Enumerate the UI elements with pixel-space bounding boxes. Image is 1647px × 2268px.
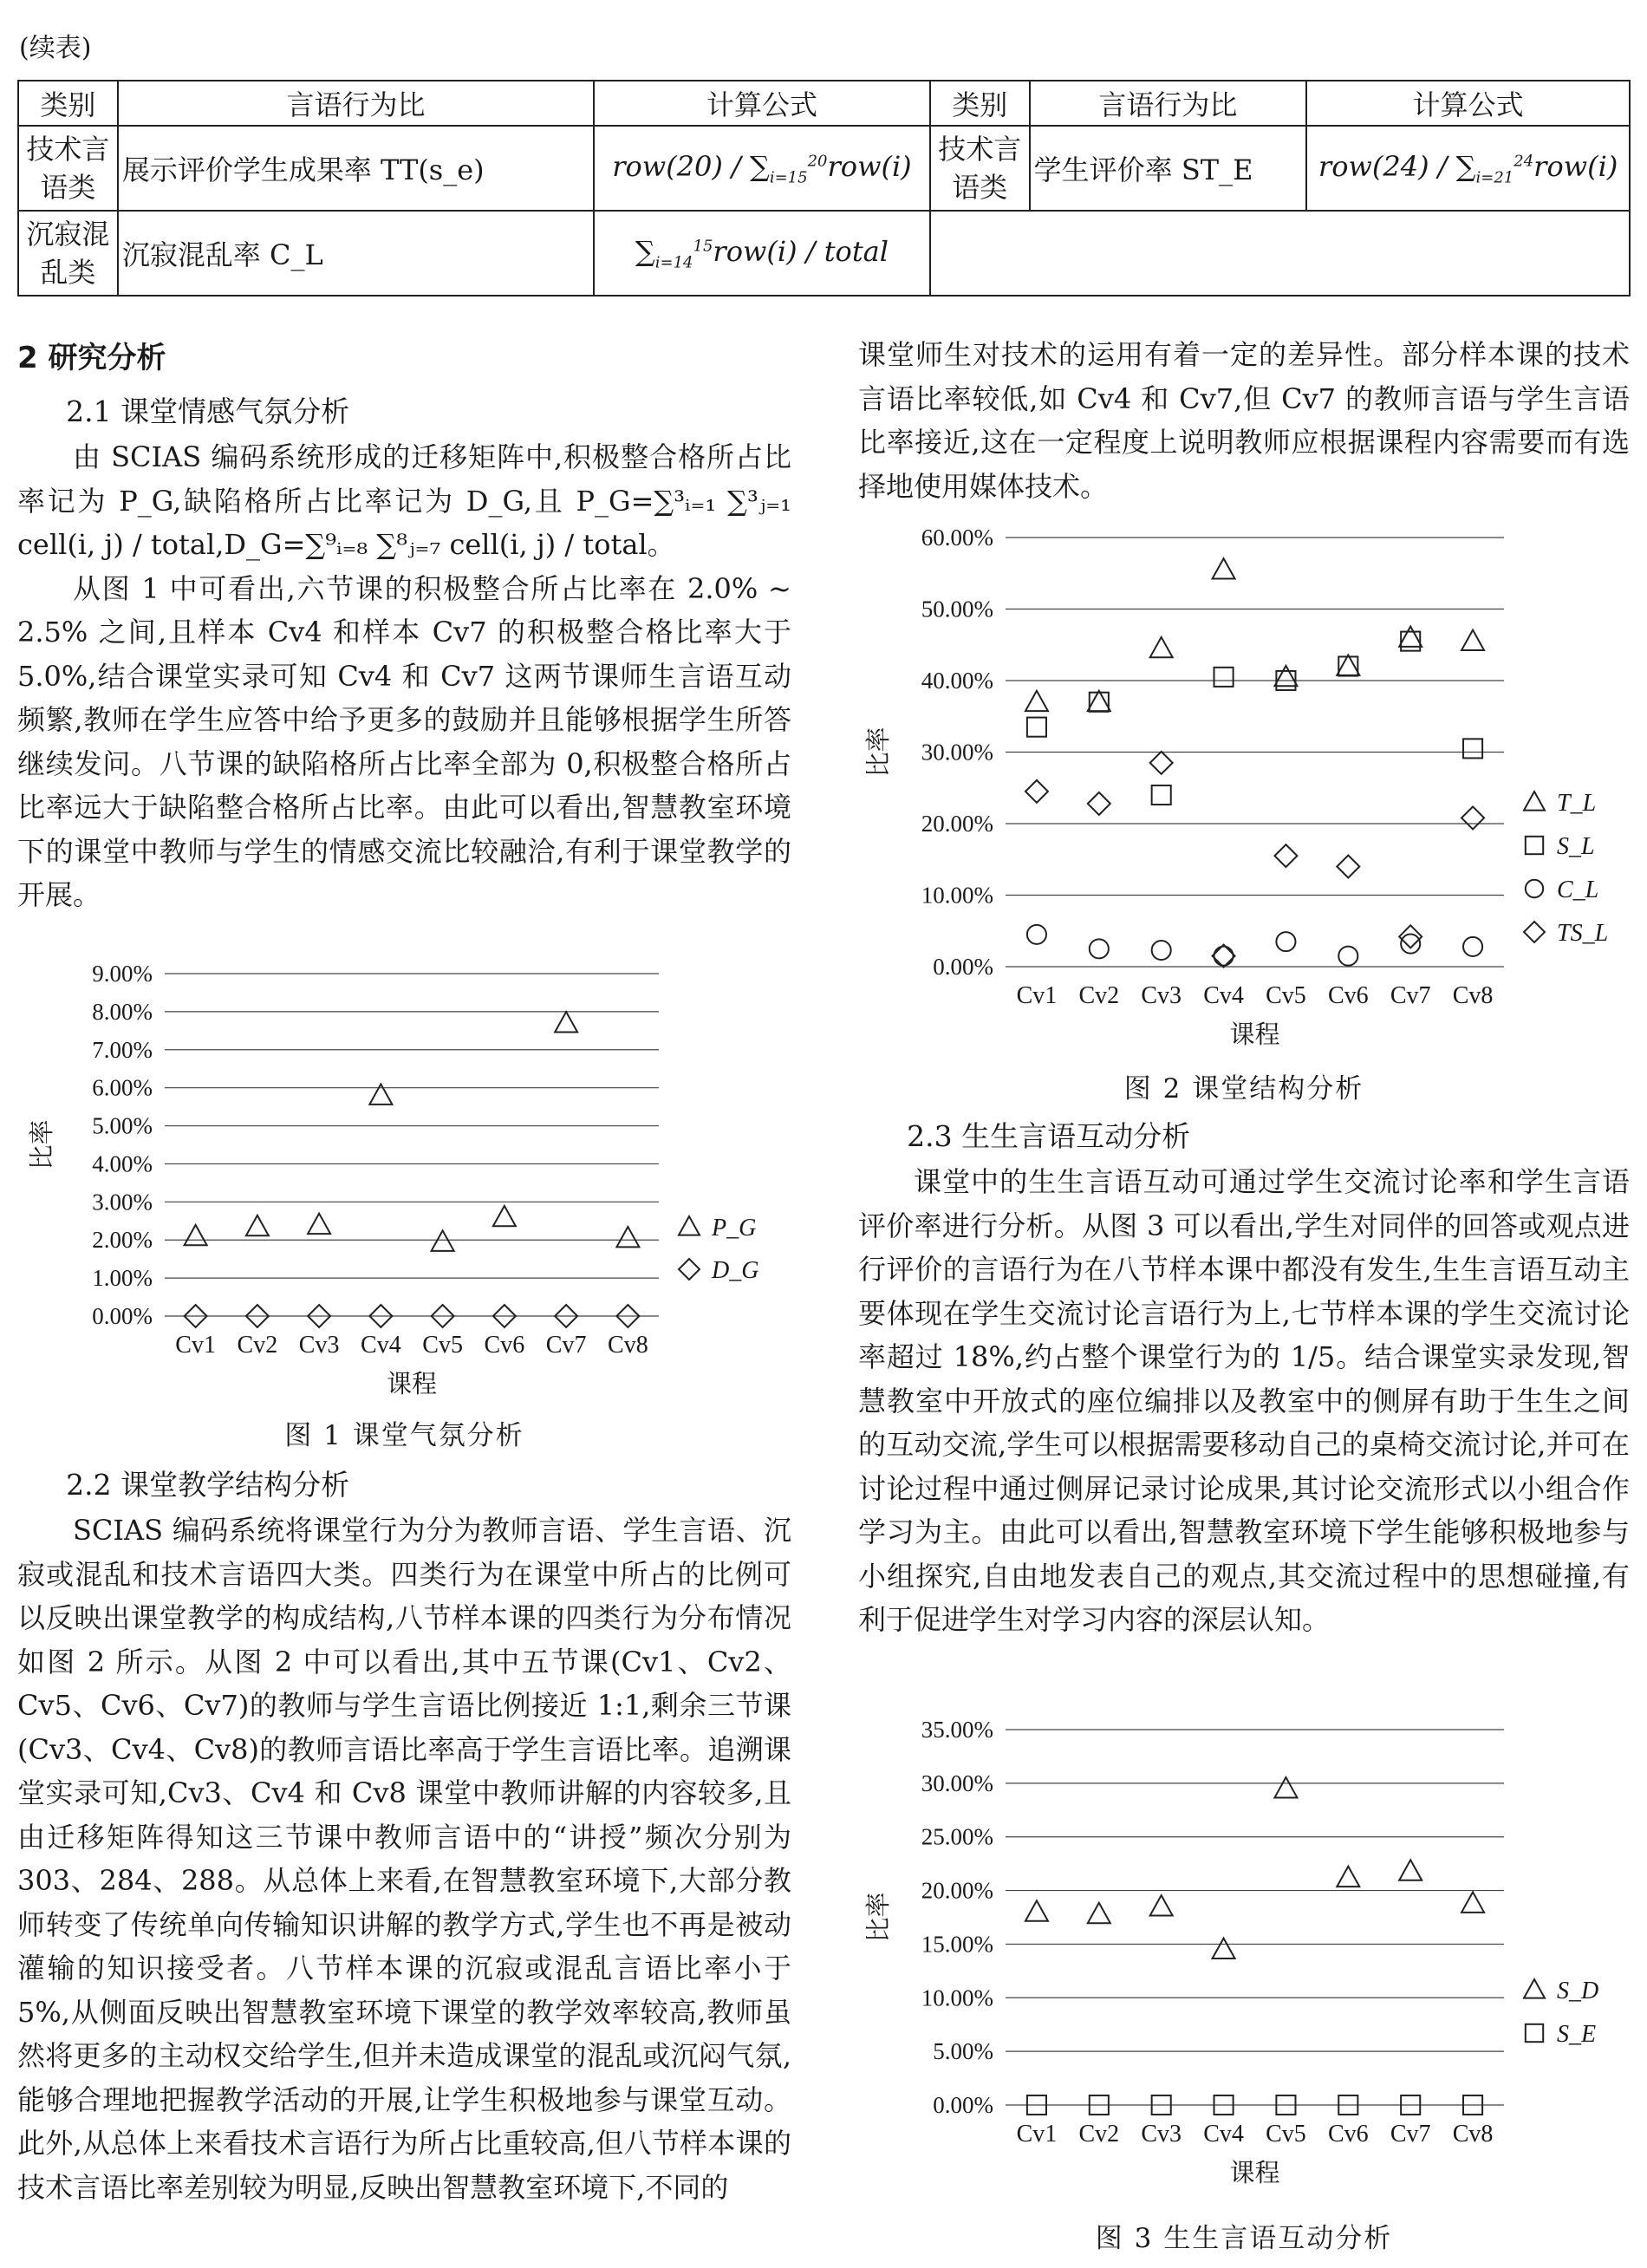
subsection-title: 2.1 课堂情感气氛分析 xyxy=(66,394,350,428)
section-title: 2 研究分析 xyxy=(17,341,166,375)
x-tick-label: Cv4 xyxy=(1203,982,1244,1009)
x-tick-label: Cv8 xyxy=(1452,982,1494,1009)
paragraph: 课堂中的生生言语互动可通过学生交流讨论率和学生言语评价率进行分析。从图 3 可以看出,学生对同伴的回答或观点进行评价的言语行为在八节样本课中都没有发生,生生言语互动主要体现在学生交流讨论言语行为上,七节样本课的学生交流讨论率超过 18%,约占整个课堂行为的 1/5。结合课堂实录发现,智慧教室中开放式的座位编排以及教室中的侧屏有助于生生之间的互动交流,学生可以根据需要移动自己的桌椅交流讨论,并可在讨论过程中通过侧屏记录讨论成果,其讨论交流形式以小组合作学习为主。由此可以看出,智慧教室环境下学生能够积极地参与小组探究,自由地发表自己的观点,其交流过程中的思想碰撞,有利于促进学生对学习内容的深层认知。 xyxy=(858,1165,1630,1636)
data-point xyxy=(1213,1939,1235,1958)
data-point xyxy=(1214,668,1234,687)
y-tick-label: 8.00% xyxy=(92,998,153,1025)
legend-marker xyxy=(679,1216,700,1235)
data-point xyxy=(1461,630,1484,650)
data-point xyxy=(1150,637,1173,657)
legend-label: D_G xyxy=(712,1257,759,1284)
table-cell-formula: $row(24) / \sum_{i=21}^{24}row(i)$ xyxy=(1306,126,1630,211)
data-point xyxy=(1274,844,1297,867)
table-cell-ratio-name: 学生评价率 ST_E xyxy=(1030,126,1307,211)
legend-label: S_D xyxy=(1557,1978,1599,2004)
data-point xyxy=(1461,806,1484,829)
formula-table xyxy=(17,80,1631,297)
y-tick-label: 6.00% xyxy=(92,1074,153,1101)
figure-2-chart xyxy=(863,512,1625,1066)
x-tick-label: Cv7 xyxy=(545,1332,587,1359)
legend-marker xyxy=(1526,880,1543,897)
figure-1-chart xyxy=(26,954,789,1422)
x-tick-label: Cv2 xyxy=(237,1332,278,1359)
y-tick-label: 30.00% xyxy=(921,1769,993,1796)
data-point xyxy=(1274,1777,1297,1797)
legend-label: P_G xyxy=(712,1215,757,1242)
table-cell-ratio-name: 沉寂混乱率 C_L xyxy=(118,211,594,296)
y-tick-label: 5.00% xyxy=(933,2038,993,2065)
x-tick-label: Cv3 xyxy=(1141,2121,1182,2147)
data-point xyxy=(1150,752,1173,774)
x-tick-label: Cv6 xyxy=(484,1332,525,1359)
y-tick-label: 25.00% xyxy=(921,1823,993,1850)
y-tick-label: 2.00% xyxy=(92,1227,153,1254)
x-tick-label: Cv6 xyxy=(1327,2121,1369,2147)
paragraph: SCIAS 编码系统将课堂行为分为教师言语、学生言语、沉寂或混乱和技术言语四大类。四类行为在课堂中所占的比例可以反映出课堂教学的构成结构,八节样本课的四类行为分布情况如图 2 所示。从图 2 中可以看出,其中五节课(Cv1、Cv2、Cv5、Cv6、Cv7)的教师与学生言语比例接近 1:1,剩余三节课(Cv3、Cv4、Cv8)的教师言语比率高于学生言语比率。追溯课堂实录可知,Cv3、Cv4 和 Cv8 课堂中教师讲解的内容较多,且由迁移矩阵得知这三节课中教师言语中的“讲授”频次分别为 303、284、288。从总体上来看,在智慧教室环境下,大部分教师转变了传统单向传输知识讲解的教学方式,学生也不再是被动灌输的知识接受者。八节样本课的沉寂或混乱言语比率小于 5%,从侧面反映出智慧教室环境下课堂的教学效率较高,教师虽然将更多的主动权交给学生,但并未造成课堂的混乱或沉闷气氛,能够合理地把握教学活动的开展,让学生积极地参与课堂互动。此外,从总体上来看技术言语行为所占比重较高,但八节样本课的技术言语比率差别较为明显,反映出智慧教室环境下,不同的 xyxy=(17,1514,791,2204)
x-tick-label: Cv3 xyxy=(298,1332,340,1359)
table-header: 类别 xyxy=(930,81,1030,126)
data-point xyxy=(308,1214,330,1234)
data-point xyxy=(1088,1903,1110,1923)
y-tick-label: 35.00% xyxy=(921,1717,993,1743)
data-point xyxy=(1025,780,1048,803)
legend-label: S_E xyxy=(1557,2021,1597,2048)
legend-label: T_L xyxy=(1557,790,1597,817)
data-point xyxy=(1027,718,1046,737)
continued-label: (续表) xyxy=(19,33,92,63)
y-tick-label: 4.00% xyxy=(92,1150,153,1177)
data-point xyxy=(1463,739,1482,758)
x-tick-label: Cv6 xyxy=(1327,982,1369,1009)
paragraph: 由 SCIAS 编码系统形成的迁移矩阵中,积极整合格所占比率记为 P_G,缺陷格所占比率记为 D_G,且 P_G=∑³ᵢ₌₁ ∑³ⱼ₌₁ cell(i, j) / total,D_G=∑⁹ᵢ₌₈ ∑⁸ⱼ₌₇ cell(i, j) / total。 xyxy=(17,440,791,561)
y-tick-label: 50.00% xyxy=(921,596,993,622)
data-point xyxy=(1088,792,1110,815)
legend-marker xyxy=(1524,922,1545,942)
y-axis-title: 比率 xyxy=(865,1892,893,1943)
y-tick-label: 10.00% xyxy=(921,882,993,909)
data-point xyxy=(1337,655,1359,675)
x-tick-label: Cv8 xyxy=(608,1332,648,1359)
y-tick-label: 3.00% xyxy=(92,1189,153,1215)
x-tick-label: Cv2 xyxy=(1078,982,1120,1009)
data-point xyxy=(1338,947,1357,966)
subsection-title: 2.2 课堂教学结构分析 xyxy=(66,1468,350,1502)
table-cell-category: 技术言语类 xyxy=(930,126,1030,211)
table-header: 计算公式 xyxy=(594,81,930,126)
x-axis-title: 课程 xyxy=(1229,2160,1280,2187)
data-point xyxy=(1399,627,1422,647)
legend-marker xyxy=(1524,792,1545,811)
table-cell-empty xyxy=(930,211,1630,296)
data-point xyxy=(616,1227,639,1247)
legend-marker xyxy=(1526,837,1543,854)
x-tick-label: Cv5 xyxy=(1266,2121,1306,2147)
data-point xyxy=(1150,1895,1173,1915)
data-point xyxy=(1090,939,1109,958)
table-cell-ratio-name: 展示评价学生成果率 TT(s_e) xyxy=(118,126,594,211)
data-point xyxy=(246,1215,269,1235)
y-tick-label: 30.00% xyxy=(921,739,993,766)
data-point xyxy=(1399,1860,1422,1880)
data-point xyxy=(1399,925,1422,948)
x-tick-label: Cv4 xyxy=(1203,2121,1244,2147)
data-point xyxy=(1213,558,1235,578)
data-point xyxy=(369,1084,392,1104)
y-tick-label: 9.00% xyxy=(92,961,153,987)
data-point xyxy=(1401,632,1420,651)
legend-label: S_L xyxy=(1557,833,1595,860)
legend-marker xyxy=(1524,1979,1545,1998)
data-point xyxy=(432,1230,454,1250)
y-tick-label: 0.00% xyxy=(933,954,993,980)
data-point xyxy=(493,1206,516,1226)
data-point xyxy=(185,1225,207,1245)
y-tick-label: 0.00% xyxy=(933,2092,993,2118)
table-cell-formula: $row(20) / \sum_{i=15}^{20}row(i)$ xyxy=(594,126,930,211)
subsection-title: 2.3 生生言语互动分析 xyxy=(907,1119,1191,1153)
table-header: 类别 xyxy=(18,81,118,126)
y-tick-label: 60.00% xyxy=(921,525,993,551)
data-point xyxy=(1463,937,1482,956)
y-tick-label: 7.00% xyxy=(92,1036,153,1063)
legend-label: TS_L xyxy=(1557,920,1609,947)
figure-1-caption: 图 1 课堂气氛分析 xyxy=(284,1420,524,1451)
table-header-row xyxy=(18,81,1630,126)
table-cell-formula: $\sum_{i=14}^{15}row(i)$ / total xyxy=(594,211,930,296)
right-column-upper xyxy=(858,333,1630,508)
y-tick-label: 5.00% xyxy=(92,1112,153,1139)
y-axis-title: 比率 xyxy=(865,727,893,778)
data-point xyxy=(1025,1900,1048,1920)
legend-marker xyxy=(679,1259,700,1280)
x-tick-label: Cv2 xyxy=(1078,2121,1120,2147)
data-point xyxy=(1337,1867,1359,1887)
x-tick-label: Cv1 xyxy=(175,1332,216,1359)
x-tick-label: Cv7 xyxy=(1390,2121,1431,2147)
data-point xyxy=(1214,947,1234,966)
y-tick-label: 20.00% xyxy=(921,811,993,837)
data-point xyxy=(555,1012,577,1032)
x-tick-label: Cv8 xyxy=(1452,2121,1494,2147)
table-row xyxy=(18,126,1630,211)
x-tick-label: Cv5 xyxy=(422,1332,463,1359)
table-cell-category: 技术言语类 xyxy=(18,126,118,211)
table-row xyxy=(18,211,1630,296)
legend-label: C_L xyxy=(1557,877,1599,903)
paragraph: 从图 1 中可看出,六节课的积极整合所占比率在 2.0% ~ 2.5% 之间,且样本 Cv4 和样本 Cv7 的积极整合格比率大于 5.0%,结合课堂实录可知 Cv4 和 Cv7 这两节课师生言语互动频繁,教师在学生应答中给予更多的鼓励并且能够根据学生所答继续发问。八节课的缺陷格所占比率全部为 0,积极整合格所占比率远大于缺陷整合格所占比率。由此可以看出,智慧教室环境下的课堂中教师与学生的情感交流比较融洽,有利于课堂教学的开展。 xyxy=(17,571,791,911)
y-tick-label: 0.00% xyxy=(92,1303,153,1329)
x-tick-label: Cv5 xyxy=(1266,982,1306,1009)
right-column-middle xyxy=(858,1113,1630,1642)
table-header: 言语行为比 xyxy=(118,81,594,126)
x-tick-label: Cv1 xyxy=(1016,982,1058,1009)
data-point xyxy=(1213,945,1235,968)
left-column-lower xyxy=(17,1462,791,2209)
x-tick-label: Cv1 xyxy=(1016,2121,1058,2147)
data-point xyxy=(1276,932,1295,951)
data-point xyxy=(1461,1892,1484,1912)
y-tick-label: 40.00% xyxy=(921,668,993,694)
data-point xyxy=(1152,941,1171,960)
x-tick-label: Cv4 xyxy=(361,1332,401,1359)
y-tick-label: 15.00% xyxy=(921,1931,993,1958)
y-axis-title: 比率 xyxy=(29,1119,56,1170)
paragraph: 课堂师生对技术的运用有着一定的差异性。部分样本课的技术言语比率较低,如 Cv4 和 Cv7,但 Cv7 的教师言语与学生言语比率接近,这在一定程度上说明教师应根据课程内容需要而有选择地使用媒体技术。 xyxy=(858,338,1630,503)
x-axis-title: 课程 xyxy=(1229,1021,1280,1049)
data-point xyxy=(1088,691,1110,711)
figure-3-caption: 图 3 生生言语互动分析 xyxy=(1095,2223,1393,2254)
data-point xyxy=(1027,925,1046,944)
table-header: 计算公式 xyxy=(1306,81,1630,126)
legend-marker xyxy=(1526,2024,1543,2042)
table-header: 言语行为比 xyxy=(1030,81,1307,126)
data-point xyxy=(1401,935,1420,954)
y-tick-label: 1.00% xyxy=(92,1265,153,1292)
data-point xyxy=(1025,691,1048,711)
data-point xyxy=(1274,666,1297,686)
x-tick-label: Cv7 xyxy=(1390,982,1431,1009)
data-point xyxy=(1152,785,1171,805)
data-point xyxy=(1337,856,1359,878)
y-tick-label: 20.00% xyxy=(921,1877,993,1904)
y-tick-label: 10.00% xyxy=(921,1984,993,2011)
table-cell-category: 沉寂混乱类 xyxy=(18,211,118,296)
x-tick-label: Cv3 xyxy=(1141,982,1182,1009)
left-column-upper xyxy=(17,333,791,917)
x-axis-title: 课程 xyxy=(386,1371,438,1398)
figure-2-caption: 图 2 课堂结构分析 xyxy=(1123,1073,1364,1105)
figure-3-chart xyxy=(863,1704,1625,2215)
